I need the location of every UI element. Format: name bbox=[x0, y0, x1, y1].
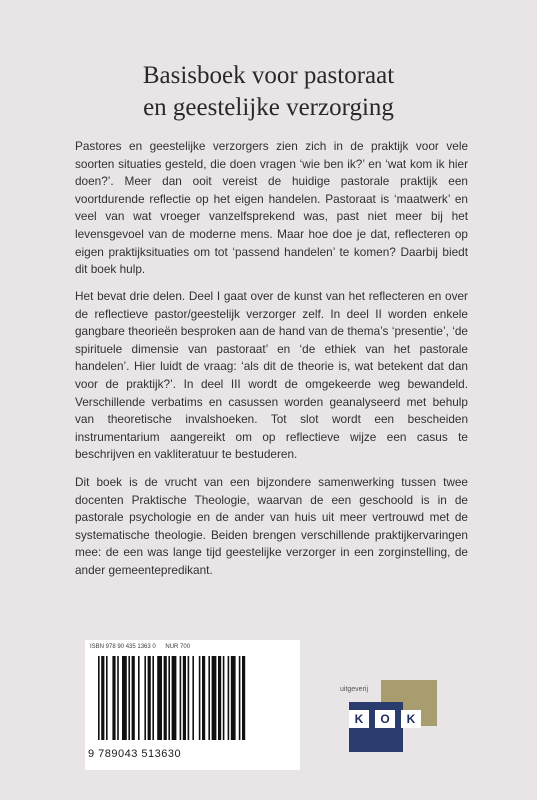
book-title bbox=[0, 60, 537, 124]
isbn-text: ISBN 978 90 435 1363 0 bbox=[90, 644, 156, 650]
barcode-image bbox=[98, 656, 296, 740]
logo-letters bbox=[349, 710, 431, 726]
logo-letter-3: K bbox=[401, 710, 421, 728]
barcode-digits: 9 789043 513630 bbox=[88, 748, 182, 760]
blurb-paragraph-3: Dit boek is de vrucht van een bijzondere samenwerking tussen twee docenten Praktische Theologie, waarvan de een geschoold is in de pastorale psychologie en de ander van huis uit meer vertrouwd met de systematische theologie. Beiden brengen verschillende praktijkervaringen mee: de een was lange tijd geestelijke verzorger in een zorginstelling, de ander gemeentepredikant. bbox=[75, 475, 468, 577]
book-title-line-2: en geestelijke verzorging bbox=[143, 94, 394, 121]
blurb-paragraph-1: Pastores en geestelijke verzorgers zien zich in de praktijk voor vele soorten situaties gesteld, die doen vragen ‘wie ben ik?’ en ‘wat kom ik hier doen?’. Meer dan ooit vereist de huidige pastorale praktijk een voortdurende reflectie op het eigen handelen. Pastoraat is ‘maatwerk’ en veel van wat vroeger vanzelfsprekend was, past niet meer bij het levensgevoel van de moderne mens. Maar hoe doe je dat, reflecteren op eigen praktijksituaties om tot ‘passend handelen’ te komen? Daarbij biedt dit boek hulp. bbox=[75, 139, 468, 277]
isbn-line bbox=[90, 643, 198, 651]
nur-text: NUR 700 bbox=[165, 644, 191, 650]
logo-letter-2: O bbox=[375, 710, 395, 728]
book-title-line-1: Basisboek voor pastoraat bbox=[142, 62, 395, 89]
publisher-label: uitgeverij bbox=[340, 686, 369, 693]
logo-letter-1: K bbox=[349, 710, 369, 728]
blurb-paragraph-2: Het bevat drie delen. Deel I gaat over de kunst van het reflecteren en over de reflectieve pastor/geestelijk verzorger zelf. In deel II worden enkele gangbare theorieën besproken aan de hand van de thema’s ‘presentie’, ‘de spirituele dimensie van pastoraat’ en ‘de ethiek van het pastorale handelen’. Hier luidt de vraag: ‘als dit de theorie is, wat betekent dat dan voor de praktijk?’. In deel III wordt de omgekeerde weg bewandeld. Verschillende verbatims en casussen worden geanalyseerd met behulp van theoretische invalshoeken. Tot slot wordt een bescheiden instrumentarium aangereikt om op reflectieve wijze een casus te beschrijven en vakliteratuur te bestuderen. bbox=[75, 289, 468, 462]
